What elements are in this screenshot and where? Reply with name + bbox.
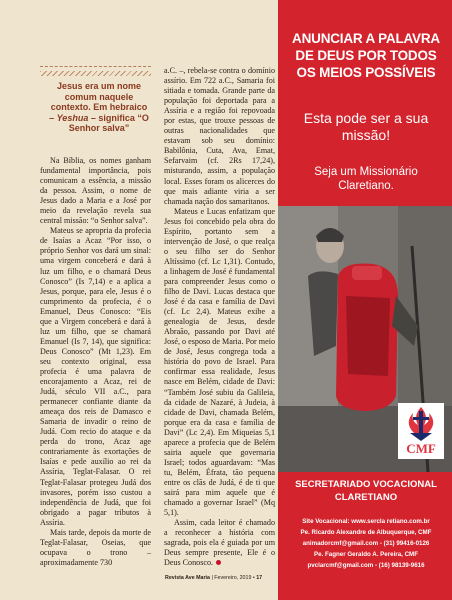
ad-subheadline: Esta pode ser a sua missão! bbox=[303, 110, 429, 143]
page-number: 17 bbox=[256, 575, 263, 581]
paragraph: Mateus se apropria da profecia de Isaías a Acaz “Por isso, o próprio Senhor vos dará um sinal: uma virgem conceberá e dará à luz um filho, e o chamará Deus Conosco” (Is 7,14) e a aplica a Jesus, porque, para ele, Jesus é o cumprimento da profecia, é o Emanuel, Deus Conosco: “Eis que a Virgem conceberá e dará à luz um filho, que se chamará Emanuel (Is 7, 14), que significa: Deus Conosco” (Mt 1,23). Em seu contexto original, essa profecia é uma palavra de encorajamento a Acaz, rei de Judá, século VII a.C., para permanecer confiante diante da ameaça dos reis de Damasco e Samaria de invadir o reino de Judá. Com recio do ataque e da perda do trono, Acaz age contrariamente às exortações de Isaías e pede auxílio ao rei da Assíria, Teglat-Falasar. O rei Teglat-Falasar protegeu Judá dos invasores, porém isso custou a independência de Judá, que foi obrigado a pagar tributos à Assíria. bbox=[40, 226, 151, 527]
contact-line: Pe. Ricardo Alexandre de Albuquerque, CMF bbox=[300, 529, 432, 536]
contact-list bbox=[286, 516, 446, 571]
pull-quote-line1: Jesus era um nome comum naquele contexto. Em hebraico – bbox=[49, 81, 148, 123]
end-of-article-mark bbox=[216, 560, 221, 565]
page-footer bbox=[165, 575, 276, 581]
cmf-logo-text: CMF bbox=[406, 441, 436, 456]
vocational-ad-panel bbox=[278, 0, 452, 600]
article-column-1 bbox=[40, 156, 151, 568]
paragraph: Mateus e Lucas enfatizam que Jesus foi concebido pela obra do Espírito, portanto sem a intervenção de José, o que realça o seu filho ser do Senhor Altíssimo (cf. Lc 1,31). Contudo, a linhagem de José é fundamental para compreender Jesus como o filho de Davi. Lucas destaca que José é da casa e família de Davi (cf. Lc 2,4). Mateus exibe a genealogia de Jesus, desde Abraão, passando por Davi até José, o esposo de Maria. Por meio de José, Jesus congrega toda a história do povo de Israel. Para confirmar essa realidade, Jesus nasce em Belém, cidade de Davi: “Também José subiu da Galileia, da cidade de Nazaré, à Judeia, à cidade de Davi, chamada Belém, porque era da casa e família de Davi” (Lc 2,4). Em Miqueias 5,1 aparece a profecia que de Belém sairia aquele que governaria Israel; todos aguardavam: “Mas tu, Belém, Éfrata, tão pequena entre os clãs de Judá, é de ti que sairá para mim aquele que é chamado a governar Israel” (Mq 5,1). bbox=[164, 206, 275, 518]
article-column-2 bbox=[164, 66, 275, 568]
pull-quote-yeshua: Yeshua bbox=[56, 112, 89, 123]
pull-quote-line2: – significa “O Senhor salva” bbox=[68, 112, 149, 133]
paragraph: a.C. –, rebela-se contra o domínio assírio. Em 722 a.C., Samaria foi sitiada e tomada. Grande parte da população foi deportada para a Assíria e a região foi repovoada por estas, que trouxe pessoas de outras nacionalidades que estavam sob seu domínio: Babilônia, Cuta, Ava, Emat, Sefarvaim (cf. 2Rs 17,24), misturando, assim, a população local. Esses foram os alicerces do que mais adiante viria a ser chamada nação dos samaritanos. bbox=[164, 66, 275, 206]
paragraph-last-text: Assim, cada leitor é chamado a reconhecer a história com sagrada, pois ela é guiada por um Deus sempre presente, Ele é o Deus Conosco. bbox=[164, 518, 275, 568]
pull-quote bbox=[40, 66, 151, 148]
contact-line: Pe. Fagner Geraldo A. Pereira, CMF bbox=[314, 551, 418, 558]
paragraph: Mais tarde, depois da morte de Teglat-Falasar, Oseias, que ocupava o trono – aproximadamente 730 bbox=[40, 527, 151, 567]
footer-magazine-name: Revista Ave Maria bbox=[165, 575, 210, 581]
paragraph-last bbox=[164, 518, 275, 568]
pull-quote-decoration bbox=[40, 71, 151, 76]
cmf-logo bbox=[398, 403, 444, 459]
pull-quote-text bbox=[47, 81, 151, 134]
ad-tagline: Seja um Missionário Claretiano. bbox=[314, 166, 418, 192]
secretariat-title: SECRETARIADO VOCACIONAL CLARETIANO bbox=[295, 479, 437, 503]
paragraph: Na Bíblia, os nomes ganham fundamental importância, pois comunicam a essência, a missão da pessoa. Assim, o nome de Jesus dado a Maria e a José por meio da revelação revela sua central missão: “o Senhor salva”. bbox=[40, 156, 151, 226]
contact-line[interactable]: pvclarcmf@gmail.com - (16) 98139-9616 bbox=[307, 562, 425, 569]
footer-issue: | Fevereiro, 2019 • bbox=[211, 575, 255, 581]
ad-headline: ANUNCIAR A PALAVRA DE DEUS POR TODOS OS MEIOS POSSÍVEIS bbox=[292, 31, 440, 80]
contact-line[interactable]: animadorcmf@gmail.com - (31) 99416-0126 bbox=[302, 540, 430, 547]
contact-line[interactable]: Site Vocacional: www.sercla retiano.com.br bbox=[302, 518, 430, 525]
